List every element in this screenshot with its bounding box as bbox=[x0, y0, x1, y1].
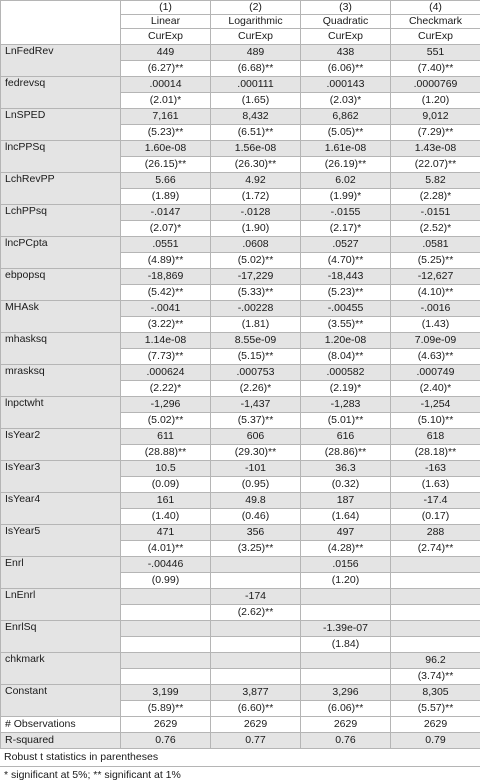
coefficient-cell: 616 bbox=[301, 429, 391, 445]
variable-label: IsYear2 bbox=[1, 429, 121, 461]
statistic-value: 2629 bbox=[391, 717, 480, 733]
variable-label: fedrevsq bbox=[1, 77, 121, 109]
column-number: (2) bbox=[211, 1, 301, 15]
coefficient-cell: 49.8 bbox=[211, 493, 301, 509]
t-stat-cell: (4.28)** bbox=[301, 541, 391, 557]
table-row-coefficients bbox=[1, 589, 480, 605]
variable-label: LnSPED bbox=[1, 109, 121, 141]
coefficient-cell: 6.02 bbox=[301, 173, 391, 189]
t-stat-cell bbox=[391, 573, 480, 589]
coefficient-cell: 8,305 bbox=[391, 685, 480, 701]
t-stat-cell: (2.19)* bbox=[301, 381, 391, 397]
table-row-coefficients bbox=[1, 45, 480, 61]
table-row-coefficients bbox=[1, 173, 480, 189]
variable-label: LchRevPP bbox=[1, 173, 121, 205]
coefficient-cell: -18,869 bbox=[121, 269, 211, 285]
t-stat-cell bbox=[121, 669, 211, 685]
variable-label: MHAsk bbox=[1, 301, 121, 333]
t-stat-cell: (6.27)** bbox=[121, 61, 211, 77]
t-stat-cell: (2.40)* bbox=[391, 381, 480, 397]
coefficient-cell: .000582 bbox=[301, 365, 391, 381]
t-stat-cell: (1.64) bbox=[301, 509, 391, 525]
coefficient-cell: .000624 bbox=[121, 365, 211, 381]
column-model-name: Quadratic bbox=[301, 15, 391, 29]
t-stat-cell: (5.05)** bbox=[301, 125, 391, 141]
statistic-value: 0.77 bbox=[211, 733, 301, 749]
t-stat-cell: (7.40)** bbox=[391, 61, 480, 77]
t-stat-cell: (3.25)** bbox=[211, 541, 301, 557]
t-stat-cell: (6.60)** bbox=[211, 701, 301, 717]
table-row-coefficients bbox=[1, 685, 480, 701]
variable-label: IsYear5 bbox=[1, 525, 121, 557]
table-row-coefficients bbox=[1, 653, 480, 669]
coefficient-cell: -17,229 bbox=[211, 269, 301, 285]
coefficient-cell: 3,296 bbox=[301, 685, 391, 701]
variable-label: lnpctwht bbox=[1, 397, 121, 429]
coefficient-cell: 187 bbox=[301, 493, 391, 509]
t-stat-cell: (26.15)** bbox=[121, 157, 211, 173]
coefficient-cell bbox=[121, 621, 211, 637]
t-stat-cell: (5.23)** bbox=[301, 285, 391, 301]
variable-label: LchPPsq bbox=[1, 205, 121, 237]
coefficient-cell: -101 bbox=[211, 461, 301, 477]
table-body bbox=[1, 45, 480, 717]
table-row-coefficients bbox=[1, 205, 480, 221]
t-stat-cell bbox=[211, 637, 301, 653]
coefficient-cell: 288 bbox=[391, 525, 480, 541]
coefficient-cell: -18,443 bbox=[301, 269, 391, 285]
footnote-divider bbox=[0, 766, 480, 767]
t-stat-cell: (0.95) bbox=[211, 477, 301, 493]
table-row-coefficients bbox=[1, 237, 480, 253]
t-stat-cell: (5.25)** bbox=[391, 253, 480, 269]
coefficient-cell: 1.43e-08 bbox=[391, 141, 480, 157]
column-dependent-variable: CurExp bbox=[121, 29, 211, 45]
header-corner bbox=[1, 29, 121, 45]
t-stat-cell: (1.43) bbox=[391, 317, 480, 333]
coefficient-cell: .000111 bbox=[211, 77, 301, 93]
column-number: (4) bbox=[391, 1, 480, 15]
coefficient-cell: -1,283 bbox=[301, 397, 391, 413]
table-row-coefficients bbox=[1, 77, 480, 93]
t-stat-cell bbox=[121, 637, 211, 653]
t-stat-cell: (4.70)** bbox=[301, 253, 391, 269]
t-stat-cell: (5.01)** bbox=[301, 413, 391, 429]
statistic-label: R-squared bbox=[1, 733, 121, 749]
variable-label: LnEnrl bbox=[1, 589, 121, 621]
t-stat-cell: (29.30)** bbox=[211, 445, 301, 461]
variable-label: mhasksq bbox=[1, 333, 121, 365]
table-row-coefficients bbox=[1, 557, 480, 573]
t-stat-cell: (2.01)* bbox=[121, 93, 211, 109]
coefficient-cell: 8,432 bbox=[211, 109, 301, 125]
variable-label: Constant bbox=[1, 685, 121, 717]
t-stat-cell: (3.74)** bbox=[391, 669, 480, 685]
coefficient-cell: 3,877 bbox=[211, 685, 301, 701]
t-stat-cell: (5.57)** bbox=[391, 701, 480, 717]
variable-label: LnFedRev bbox=[1, 45, 121, 77]
t-stat-cell: (5.37)** bbox=[211, 413, 301, 429]
table-row-statistic bbox=[1, 717, 480, 733]
coefficient-cell: 551 bbox=[391, 45, 480, 61]
coefficient-cell bbox=[211, 621, 301, 637]
coefficient-cell: 8.55e-09 bbox=[211, 333, 301, 349]
coefficient-cell: -1,254 bbox=[391, 397, 480, 413]
header-corner bbox=[1, 1, 121, 15]
coefficient-cell: 3,199 bbox=[121, 685, 211, 701]
t-stat-cell: (1.90) bbox=[211, 221, 301, 237]
statistic-value: 2629 bbox=[121, 717, 211, 733]
coefficient-cell: -.0041 bbox=[121, 301, 211, 317]
header-corner bbox=[1, 15, 121, 29]
t-stat-cell: (4.01)** bbox=[121, 541, 211, 557]
coefficient-cell: 36.3 bbox=[301, 461, 391, 477]
t-stat-cell: (2.22)* bbox=[121, 381, 211, 397]
t-stat-cell bbox=[391, 637, 480, 653]
coefficient-cell bbox=[121, 653, 211, 669]
coefficient-cell: 7,161 bbox=[121, 109, 211, 125]
t-stat-cell: (1.81) bbox=[211, 317, 301, 333]
coefficient-cell: 489 bbox=[211, 45, 301, 61]
table-row-coefficients bbox=[1, 365, 480, 381]
t-stat-cell bbox=[211, 669, 301, 685]
coefficient-cell: 497 bbox=[301, 525, 391, 541]
footnote-significance: * significant at 5%; ** significant at 1% bbox=[4, 768, 181, 783]
t-stat-cell: (26.19)** bbox=[301, 157, 391, 173]
t-stat-cell: (4.63)** bbox=[391, 349, 480, 365]
coefficient-cell: -12,627 bbox=[391, 269, 480, 285]
coefficient-cell bbox=[301, 589, 391, 605]
coefficient-cell bbox=[391, 557, 480, 573]
t-stat-cell: (4.10)** bbox=[391, 285, 480, 301]
table-row-coefficients bbox=[1, 141, 480, 157]
table-row-statistic bbox=[1, 733, 480, 749]
column-model-name: Linear bbox=[121, 15, 211, 29]
table-row-coefficients bbox=[1, 461, 480, 477]
coefficient-cell: 1.61e-08 bbox=[301, 141, 391, 157]
coefficient-cell: .0527 bbox=[301, 237, 391, 253]
coefficient-cell: .00014 bbox=[121, 77, 211, 93]
t-stat-cell: (5.10)** bbox=[391, 413, 480, 429]
t-stat-cell: (2.28)* bbox=[391, 189, 480, 205]
variable-label: ebpopsq bbox=[1, 269, 121, 301]
coefficient-cell bbox=[211, 653, 301, 669]
table-stats bbox=[1, 717, 480, 749]
t-stat-cell: (1.99)* bbox=[301, 189, 391, 205]
coefficient-cell: -17.4 bbox=[391, 493, 480, 509]
statistic-value: 0.76 bbox=[121, 733, 211, 749]
t-stat-cell: (5.89)** bbox=[121, 701, 211, 717]
footnote-tstats: Robust t statistics in parentheses bbox=[4, 750, 158, 765]
coefficient-cell: .0000769 bbox=[391, 77, 480, 93]
t-stat-cell: (2.62)** bbox=[211, 605, 301, 621]
t-stat-cell bbox=[301, 669, 391, 685]
t-stat-cell: (1.40) bbox=[121, 509, 211, 525]
t-stat-cell: (8.04)** bbox=[301, 349, 391, 365]
coefficient-cell bbox=[391, 621, 480, 637]
t-stat-cell: (5.33)** bbox=[211, 285, 301, 301]
column-model-name: Checkmark bbox=[391, 15, 480, 29]
column-model-name: Logarithmic bbox=[211, 15, 301, 29]
t-stat-cell: (22.07)** bbox=[391, 157, 480, 173]
t-stat-cell: (1.63) bbox=[391, 477, 480, 493]
t-stat-cell: (5.02)** bbox=[121, 413, 211, 429]
coefficient-cell: -1,437 bbox=[211, 397, 301, 413]
t-stat-cell: (5.15)** bbox=[211, 349, 301, 365]
coefficient-cell bbox=[391, 589, 480, 605]
coefficient-cell: .000143 bbox=[301, 77, 391, 93]
coefficient-cell: 5.66 bbox=[121, 173, 211, 189]
t-stat-cell: (0.17) bbox=[391, 509, 480, 525]
coefficient-cell: -1.39e-07 bbox=[301, 621, 391, 637]
coefficient-cell: 7.09e-09 bbox=[391, 333, 480, 349]
t-stat-cell: (1.20) bbox=[391, 93, 480, 109]
t-stat-cell bbox=[391, 605, 480, 621]
t-stat-cell: (3.22)** bbox=[121, 317, 211, 333]
coefficient-cell: 6,862 bbox=[301, 109, 391, 125]
t-stat-cell: (1.20) bbox=[301, 573, 391, 589]
t-stat-cell: (2.17)* bbox=[301, 221, 391, 237]
coefficient-cell: .000749 bbox=[391, 365, 480, 381]
t-stat-cell: (1.89) bbox=[121, 189, 211, 205]
column-number: (1) bbox=[121, 1, 211, 15]
coefficient-cell: -.0155 bbox=[301, 205, 391, 221]
variable-label: IsYear4 bbox=[1, 493, 121, 525]
column-dependent-variable: CurExp bbox=[211, 29, 301, 45]
table-row-coefficients bbox=[1, 429, 480, 445]
coefficient-cell: 4.92 bbox=[211, 173, 301, 189]
coefficient-cell: 96.2 bbox=[391, 653, 480, 669]
coefficient-cell: 1.56e-08 bbox=[211, 141, 301, 157]
coefficient-cell: -.00455 bbox=[301, 301, 391, 317]
coefficient-cell: -163 bbox=[391, 461, 480, 477]
t-stat-cell: (28.18)** bbox=[391, 445, 480, 461]
t-stat-cell: (0.32) bbox=[301, 477, 391, 493]
t-stat-cell: (5.23)** bbox=[121, 125, 211, 141]
t-stat-cell: (28.88)** bbox=[121, 445, 211, 461]
variable-label: lncPCpta bbox=[1, 237, 121, 269]
coefficient-cell: 606 bbox=[211, 429, 301, 445]
t-stat-cell: (0.09) bbox=[121, 477, 211, 493]
t-stat-cell: (26.30)** bbox=[211, 157, 301, 173]
coefficient-cell: 618 bbox=[391, 429, 480, 445]
coefficient-cell: 438 bbox=[301, 45, 391, 61]
table-row-coefficients bbox=[1, 109, 480, 125]
coefficient-cell: 1.20e-08 bbox=[301, 333, 391, 349]
coefficient-cell: -.00446 bbox=[121, 557, 211, 573]
table-row-coefficients bbox=[1, 269, 480, 285]
table-header bbox=[1, 1, 480, 45]
coefficient-cell: -.0016 bbox=[391, 301, 480, 317]
t-stat-cell: (5.42)** bbox=[121, 285, 211, 301]
column-number: (3) bbox=[301, 1, 391, 15]
coefficient-cell: .0551 bbox=[121, 237, 211, 253]
t-stat-cell: (2.26)* bbox=[211, 381, 301, 397]
statistic-value: 0.79 bbox=[391, 733, 480, 749]
coefficient-cell bbox=[211, 557, 301, 573]
t-stat-cell: (5.02)** bbox=[211, 253, 301, 269]
coefficient-cell: -1,296 bbox=[121, 397, 211, 413]
t-stat-cell: (2.52)* bbox=[391, 221, 480, 237]
t-stat-cell: (1.84) bbox=[301, 637, 391, 653]
table-row-coefficients bbox=[1, 525, 480, 541]
variable-label: chkmark bbox=[1, 653, 121, 685]
t-stat-cell: (2.03)* bbox=[301, 93, 391, 109]
t-stat-cell: (6.51)** bbox=[211, 125, 301, 141]
table-row-coefficients bbox=[1, 301, 480, 317]
t-stat-cell: (7.73)** bbox=[121, 349, 211, 365]
coefficient-cell: -.00228 bbox=[211, 301, 301, 317]
coefficient-cell: -.0151 bbox=[391, 205, 480, 221]
t-stat-cell: (0.99) bbox=[121, 573, 211, 589]
t-stat-cell: (6.06)** bbox=[301, 701, 391, 717]
coefficient-cell: -.0128 bbox=[211, 205, 301, 221]
coefficient-cell: 161 bbox=[121, 493, 211, 509]
t-stat-cell: (1.65) bbox=[211, 93, 301, 109]
coefficient-cell bbox=[121, 589, 211, 605]
variable-label: Enrl bbox=[1, 557, 121, 589]
coefficient-cell: 10.5 bbox=[121, 461, 211, 477]
variable-label: EnrlSq bbox=[1, 621, 121, 653]
statistic-value: 0.76 bbox=[301, 733, 391, 749]
variable-label: lncPPSq bbox=[1, 141, 121, 173]
t-stat-cell bbox=[301, 605, 391, 621]
table-row-coefficients bbox=[1, 621, 480, 637]
coefficient-cell: .0608 bbox=[211, 237, 301, 253]
coefficient-cell: 1.60e-08 bbox=[121, 141, 211, 157]
statistic-value: 2629 bbox=[211, 717, 301, 733]
t-stat-cell bbox=[211, 573, 301, 589]
t-stat-cell: (4.89)** bbox=[121, 253, 211, 269]
coefficient-cell: 5.82 bbox=[391, 173, 480, 189]
t-stat-cell: (7.29)** bbox=[391, 125, 480, 141]
t-stat-cell: (6.06)** bbox=[301, 61, 391, 77]
coefficient-cell: 356 bbox=[211, 525, 301, 541]
variable-label: IsYear3 bbox=[1, 461, 121, 493]
t-stat-cell: (28.86)** bbox=[301, 445, 391, 461]
t-stat-cell: (2.74)** bbox=[391, 541, 480, 557]
t-stat-cell: (0.46) bbox=[211, 509, 301, 525]
coefficient-cell: 9,012 bbox=[391, 109, 480, 125]
coefficient-cell: 449 bbox=[121, 45, 211, 61]
coefficient-cell: .000753 bbox=[211, 365, 301, 381]
coefficient-cell bbox=[301, 653, 391, 669]
table-row-coefficients bbox=[1, 493, 480, 509]
statistic-value: 2629 bbox=[301, 717, 391, 733]
coefficient-cell: 611 bbox=[121, 429, 211, 445]
table-row-coefficients bbox=[1, 333, 480, 349]
coefficient-cell: -174 bbox=[211, 589, 301, 605]
t-stat-cell: (3.55)** bbox=[301, 317, 391, 333]
coefficient-cell: .0581 bbox=[391, 237, 480, 253]
table-row-coefficients bbox=[1, 397, 480, 413]
coefficient-cell: .0156 bbox=[301, 557, 391, 573]
column-dependent-variable: CurExp bbox=[301, 29, 391, 45]
t-stat-cell: (6.68)** bbox=[211, 61, 301, 77]
statistic-label: # Observations bbox=[1, 717, 121, 733]
column-dependent-variable: CurExp bbox=[391, 29, 480, 45]
t-stat-cell bbox=[121, 605, 211, 621]
coefficient-cell: 1.14e-08 bbox=[121, 333, 211, 349]
coefficient-cell: -.0147 bbox=[121, 205, 211, 221]
t-stat-cell: (2.07)* bbox=[121, 221, 211, 237]
variable-label: mrasksq bbox=[1, 365, 121, 397]
t-stat-cell: (1.72) bbox=[211, 189, 301, 205]
coefficient-cell: 471 bbox=[121, 525, 211, 541]
